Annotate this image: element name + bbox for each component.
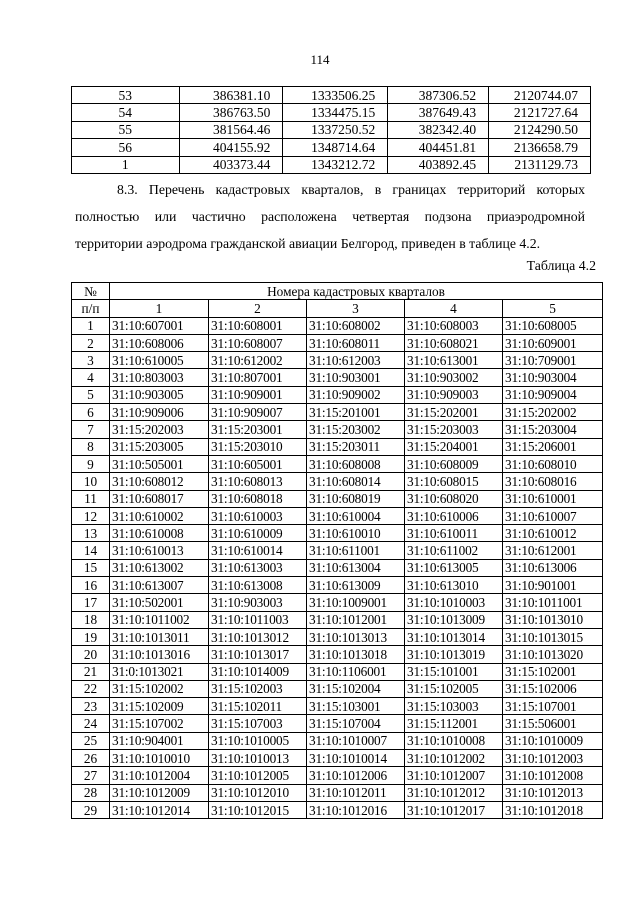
table-cell: 2120744.07 xyxy=(489,87,591,104)
table-cell: 31:10:613003 xyxy=(209,559,307,576)
table-cell: 28 xyxy=(72,784,110,801)
cadastral-quarters-body xyxy=(72,317,603,819)
table-cell: 15 xyxy=(72,559,110,576)
table-row xyxy=(72,139,591,156)
table-caption: Таблица 4.2 xyxy=(526,258,596,273)
table-cell: 31:10:610006 xyxy=(405,507,503,524)
table-cell: 31:10:1012011 xyxy=(307,784,405,801)
table-cell: 31:10:610013 xyxy=(110,542,209,559)
table-cell: 31:15:102006 xyxy=(503,680,603,697)
table-cell: 23 xyxy=(72,698,110,715)
table-cell: 31:10:1012010 xyxy=(209,784,307,801)
table-row xyxy=(72,421,603,438)
table-cell: 31:10:909007 xyxy=(209,404,307,421)
table-cell: 56 xyxy=(72,139,180,156)
table-cell: 31:10:612001 xyxy=(503,542,603,559)
table-cell: 31:10:610012 xyxy=(503,525,603,542)
table-cell: 31:10:1012017 xyxy=(405,801,503,818)
table-cell: 31:10:1011003 xyxy=(209,611,307,628)
table-cell: 31:15:203001 xyxy=(209,421,307,438)
table-cell: 31:10:607001 xyxy=(110,317,209,334)
table-cell: 31:10:608002 xyxy=(307,317,405,334)
table-cell: 2124290.50 xyxy=(489,121,591,138)
table-cell: 31:10:1010013 xyxy=(209,750,307,767)
table-row xyxy=(72,317,603,334)
table-cell: 31:10:610011 xyxy=(405,525,503,542)
table-cell: 29 xyxy=(72,801,110,818)
table-cell: 31:10:1010005 xyxy=(209,732,307,749)
header-pp: п/п xyxy=(72,300,110,317)
table-cell: 31:15:102002 xyxy=(110,680,209,697)
table-cell: 53 xyxy=(72,87,180,104)
table-cell: 31:10:610010 xyxy=(307,525,405,542)
table-cell: 31:10:613006 xyxy=(503,559,603,576)
table-cell: 31:10:1012002 xyxy=(405,750,503,767)
table-cell: 20 xyxy=(72,646,110,663)
table-cell: 31:10:611002 xyxy=(405,542,503,559)
table-cell: 31:10:608010 xyxy=(503,455,603,472)
table-cell: 31:15:203002 xyxy=(307,421,405,438)
table-cell: 31:10:1012006 xyxy=(307,767,405,784)
table-cell: 31:10:903002 xyxy=(405,369,503,386)
table-cell: 31:10:612003 xyxy=(307,352,405,369)
table-row xyxy=(72,507,603,524)
table-row xyxy=(72,715,603,732)
table-cell: 4 xyxy=(72,369,110,386)
table-cell: 27 xyxy=(72,767,110,784)
table-cell: 31:10:1013017 xyxy=(209,646,307,663)
table-cell: 31:15:103001 xyxy=(307,698,405,715)
table-cell: 17 xyxy=(72,594,110,611)
table-row xyxy=(72,473,603,490)
table-cell: 403892.45 xyxy=(388,156,489,173)
table-cell: 403373.44 xyxy=(179,156,283,173)
table-cell: 31:10:610001 xyxy=(503,490,603,507)
table-cell: 31:10:1106001 xyxy=(307,663,405,680)
table-row xyxy=(72,628,603,645)
table-cell: 25 xyxy=(72,732,110,749)
table-cell: 31:10:608003 xyxy=(405,317,503,334)
table-cell: 2121727.64 xyxy=(489,104,591,121)
table-cell: 31:10:1013011 xyxy=(110,628,209,645)
table-cell: 31:10:1012016 xyxy=(307,801,405,818)
table-cell: 31:15:102004 xyxy=(307,680,405,697)
table-cell: 31:10:608001 xyxy=(209,317,307,334)
table-row xyxy=(72,801,603,818)
table-cell: 31:10:1012004 xyxy=(110,767,209,784)
table-cell: 12 xyxy=(72,507,110,524)
table-row xyxy=(72,104,591,121)
column-number-1: 1 xyxy=(110,300,209,317)
table-cell: 7 xyxy=(72,421,110,438)
coordinate-table-body xyxy=(72,87,591,174)
table-cell: 31:15:203004 xyxy=(503,421,603,438)
table-cell: 1343212.72 xyxy=(283,156,388,173)
table-cell: 31:10:1012012 xyxy=(405,784,503,801)
table-cell: 31:15:112001 xyxy=(405,715,503,732)
table-cell: 31:15:201001 xyxy=(307,404,405,421)
table-cell: 31:10:605001 xyxy=(209,455,307,472)
table-cell: 31:15:202001 xyxy=(405,404,503,421)
table-cell: 31:10:608021 xyxy=(405,334,503,351)
table-cell: 8 xyxy=(72,438,110,455)
paragraph-line-3: территории аэродрома гражданской авиации Белгород, приведен в таблице 4.2. xyxy=(75,236,541,251)
table-cell: 387649.43 xyxy=(388,104,489,121)
table-cell: 3 xyxy=(72,352,110,369)
table-cell: 5 xyxy=(72,386,110,403)
table-cell: 31:10:1012009 xyxy=(110,784,209,801)
table-cell: 31:10:909006 xyxy=(110,404,209,421)
table-cell: 2136658.79 xyxy=(489,139,591,156)
table-cell: 31:15:107003 xyxy=(209,715,307,732)
table-row xyxy=(72,663,603,680)
table-cell: 31:10:1011001 xyxy=(503,594,603,611)
table-cell: 31:10:608016 xyxy=(503,473,603,490)
column-number-4: 4 xyxy=(405,300,503,317)
table-cell: 16 xyxy=(72,577,110,594)
table-cell: 31:10:904001 xyxy=(110,732,209,749)
table-cell: 24 xyxy=(72,715,110,732)
table-cell: 31:10:1013009 xyxy=(405,611,503,628)
table-cell: 31:15:206001 xyxy=(503,438,603,455)
table-cell: 2 xyxy=(72,334,110,351)
table-cell: 14 xyxy=(72,542,110,559)
column-number-5: 5 xyxy=(503,300,603,317)
table-cell: 1333506.25 xyxy=(283,87,388,104)
table-cell: 9 xyxy=(72,455,110,472)
table-cell: 6 xyxy=(72,404,110,421)
table-cell: 31:10:1009001 xyxy=(307,594,405,611)
table-row xyxy=(72,369,603,386)
table-cell: 21 xyxy=(72,663,110,680)
table-cell: 31:15:204001 xyxy=(405,438,503,455)
table-row xyxy=(72,455,603,472)
table-cell: 31:10:613002 xyxy=(110,559,209,576)
table-row xyxy=(72,732,603,749)
table-cell: 31:10:1013020 xyxy=(503,646,603,663)
table-cell: 31:10:1013015 xyxy=(503,628,603,645)
table-cell: 31:10:1013018 xyxy=(307,646,405,663)
table-cell: 31:10:1012018 xyxy=(503,801,603,818)
table-cell: 31:15:107001 xyxy=(503,698,603,715)
table-cell: 31:10:1012001 xyxy=(307,611,405,628)
table-cell: 31:10:610008 xyxy=(110,525,209,542)
table-cell: 31:10:608014 xyxy=(307,473,405,490)
table-cell: 31:10:1013014 xyxy=(405,628,503,645)
table-cell: 31:10:1013012 xyxy=(209,628,307,645)
table-cell: 31:10:909001 xyxy=(209,386,307,403)
table-row xyxy=(72,680,603,697)
cadastral-quarters-table xyxy=(71,282,603,819)
table-cell: 31:10:502001 xyxy=(110,594,209,611)
table-cell: 31:10:901001 xyxy=(503,577,603,594)
table-row xyxy=(72,87,591,104)
table-cell: 31:15:506001 xyxy=(503,715,603,732)
table-cell: 31:10:613004 xyxy=(307,559,405,576)
table-cell: 31:15:102003 xyxy=(209,680,307,697)
table-cell: 31:10:609001 xyxy=(503,334,603,351)
table-cell: 26 xyxy=(72,750,110,767)
table-cell: 31:15:203011 xyxy=(307,438,405,455)
table-cell: 31:10:610002 xyxy=(110,507,209,524)
table-cell: 31:10:608005 xyxy=(503,317,603,334)
table-cell: 31:15:103003 xyxy=(405,698,503,715)
table-cell: 10 xyxy=(72,473,110,490)
table-cell: 31:10:1010007 xyxy=(307,732,405,749)
table-cell: 382342.40 xyxy=(388,121,489,138)
table-cell: 1337250.52 xyxy=(283,121,388,138)
table-cell: 31:10:608017 xyxy=(110,490,209,507)
table-cell: 11 xyxy=(72,490,110,507)
column-number-3: 3 xyxy=(307,300,405,317)
table-cell: 31:10:909002 xyxy=(307,386,405,403)
table-row xyxy=(72,121,591,138)
table-cell: 1334475.15 xyxy=(283,104,388,121)
table-cell: 31:10:903003 xyxy=(209,594,307,611)
table-row xyxy=(72,646,603,663)
table-cell: 31:10:608008 xyxy=(307,455,405,472)
table-cell: 31:10:610003 xyxy=(209,507,307,524)
table-cell: 31:10:1010009 xyxy=(503,732,603,749)
table-cell: 31:10:610009 xyxy=(209,525,307,542)
column-number-2: 2 xyxy=(209,300,307,317)
table-row xyxy=(72,438,603,455)
table-cell: 31:10:1012013 xyxy=(503,784,603,801)
table-cell: 31:10:608020 xyxy=(405,490,503,507)
table-row xyxy=(72,784,603,801)
table-row xyxy=(72,490,603,507)
table-cell: 31:10:709001 xyxy=(503,352,603,369)
table-row xyxy=(72,352,603,369)
table-cell: 13 xyxy=(72,525,110,542)
table-row xyxy=(72,156,591,173)
table-cell: 31:10:613009 xyxy=(307,577,405,594)
section-paragraph xyxy=(75,176,585,257)
table-cell: 31:10:613008 xyxy=(209,577,307,594)
table-cell: 31:10:608006 xyxy=(110,334,209,351)
table-cell: 31:15:203003 xyxy=(405,421,503,438)
table-row xyxy=(72,525,603,542)
table-cell: 31:15:102001 xyxy=(503,663,603,680)
table-cell: 31:10:1013019 xyxy=(405,646,503,663)
table-cell: 2131129.73 xyxy=(489,156,591,173)
table-cell: 31:10:1010003 xyxy=(405,594,503,611)
table-cell: 381564.46 xyxy=(179,121,283,138)
table-cell: 22 xyxy=(72,680,110,697)
table-cell: 31:15:202002 xyxy=(503,404,603,421)
table-cell: 31:10:613005 xyxy=(405,559,503,576)
table-cell: 31:15:102005 xyxy=(405,680,503,697)
table-row xyxy=(72,404,603,421)
table-cell: 31:10:610005 xyxy=(110,352,209,369)
table-row xyxy=(72,542,603,559)
table-cell: 31:10:505001 xyxy=(110,455,209,472)
paragraph-line-2: полностью или частично расположена четвертая подзона приаэродромной xyxy=(75,209,585,224)
table-cell: 1 xyxy=(72,317,110,334)
table-cell: 55 xyxy=(72,121,180,138)
table-cell: 31:10:1010014 xyxy=(307,750,405,767)
table-row xyxy=(72,386,603,403)
page-number: 114 xyxy=(310,52,330,67)
table-cell: 31:10:1010010 xyxy=(110,750,209,767)
table-row xyxy=(72,698,603,715)
table-cell: 31:15:101001 xyxy=(405,663,503,680)
table-cell: 18 xyxy=(72,611,110,628)
table-cell: 19 xyxy=(72,628,110,645)
table-cell: 31:10:903005 xyxy=(110,386,209,403)
table-row xyxy=(72,611,603,628)
table-cell: 31:10:613007 xyxy=(110,577,209,594)
table-cell: 31:15:107004 xyxy=(307,715,405,732)
table-cell: 31:10:608012 xyxy=(110,473,209,490)
header-group: Номера кадастровых кварталов xyxy=(110,283,603,300)
table-cell: 31:10:613010 xyxy=(405,577,503,594)
table-row xyxy=(72,594,603,611)
table-row xyxy=(72,577,603,594)
paragraph-line-1: 8.3. Перечень кадастровых кварталов, в границах территорий которых xyxy=(117,182,585,197)
table-cell: 31:10:608009 xyxy=(405,455,503,472)
table-cell: 31:15:107002 xyxy=(110,715,209,732)
table-cell: 31:15:102011 xyxy=(209,698,307,715)
table-cell: 31:10:807001 xyxy=(209,369,307,386)
coordinate-table xyxy=(71,86,591,174)
table-cell: 31:10:1012014 xyxy=(110,801,209,818)
table-cell: 404451.81 xyxy=(388,139,489,156)
table-cell: 31:10:1011002 xyxy=(110,611,209,628)
table-cell: 31:10:1013013 xyxy=(307,628,405,645)
table-cell: 31:10:1012003 xyxy=(503,750,603,767)
table-cell: 31:10:803003 xyxy=(110,369,209,386)
table-cell: 31:10:909003 xyxy=(405,386,503,403)
table-cell: 1 xyxy=(72,156,180,173)
table-row xyxy=(72,334,603,351)
table-cell: 31:10:612002 xyxy=(209,352,307,369)
table-cell: 31:15:102009 xyxy=(110,698,209,715)
table-row xyxy=(72,750,603,767)
table-cell: 31:10:608015 xyxy=(405,473,503,490)
table-cell: 31:15:202003 xyxy=(110,421,209,438)
table-row xyxy=(72,767,603,784)
table-cell: 387306.52 xyxy=(388,87,489,104)
table-cell: 31:10:608013 xyxy=(209,473,307,490)
table-cell: 31:10:608019 xyxy=(307,490,405,507)
table-cell: 31:10:1013016 xyxy=(110,646,209,663)
table-cell: 31:10:1010008 xyxy=(405,732,503,749)
table-cell: 404155.92 xyxy=(179,139,283,156)
table-cell: 31:10:608011 xyxy=(307,334,405,351)
table-cell: 31:10:610007 xyxy=(503,507,603,524)
table-cell: 31:10:610004 xyxy=(307,507,405,524)
table-row xyxy=(72,559,603,576)
table-cell: 31:10:1013010 xyxy=(503,611,603,628)
table-cell: 386381.10 xyxy=(179,87,283,104)
header-num: № xyxy=(72,283,110,300)
table-cell: 31:10:608018 xyxy=(209,490,307,507)
table-cell: 31:10:1012015 xyxy=(209,801,307,818)
table-cell: 54 xyxy=(72,104,180,121)
table-cell: 31:15:203010 xyxy=(209,438,307,455)
table-cell: 31:10:610014 xyxy=(209,542,307,559)
table-cell: 31:10:613001 xyxy=(405,352,503,369)
table-cell: 31:10:903004 xyxy=(503,369,603,386)
table-cell: 31:0:1013021 xyxy=(110,663,209,680)
table-cell: 386763.50 xyxy=(179,104,283,121)
table-cell: 31:10:1012005 xyxy=(209,767,307,784)
table-cell: 31:10:611001 xyxy=(307,542,405,559)
table-cell: 31:10:1012008 xyxy=(503,767,603,784)
table-cell: 31:15:203005 xyxy=(110,438,209,455)
table-cell: 31:10:1012007 xyxy=(405,767,503,784)
table-cell: 31:10:909004 xyxy=(503,386,603,403)
table-cell: 1348714.64 xyxy=(283,139,388,156)
table-cell: 31:10:903001 xyxy=(307,369,405,386)
table-cell: 31:10:1014009 xyxy=(209,663,307,680)
table-cell: 31:10:608007 xyxy=(209,334,307,351)
